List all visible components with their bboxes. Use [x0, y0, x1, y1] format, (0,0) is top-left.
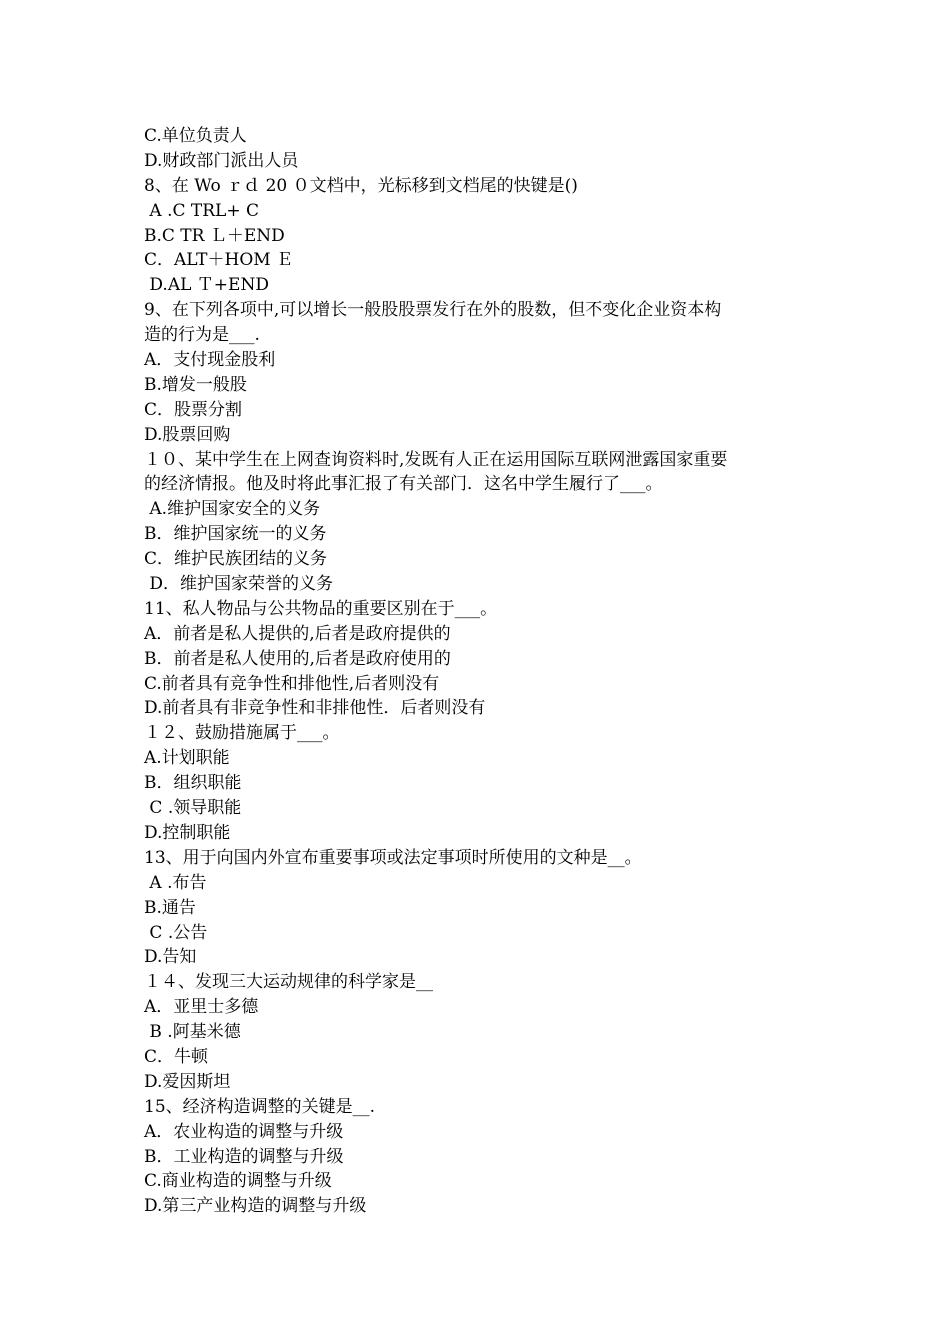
- question-9-option-d: D.股票回购: [144, 424, 231, 445]
- question-9-option-a: A．支付现金股利: [144, 350, 276, 371]
- question-9-stem: 9、在下列各项中,可以增长一般股股票发行在外的股数，但不变化企业资本构: [144, 300, 722, 321]
- question-13-option-b: B.通告: [144, 897, 196, 918]
- document-body: [144, 124, 814, 1219]
- text-line: D.财政部门派出人员: [144, 150, 299, 171]
- question-11-stem: 11、私人物品与公共物品的重要区别在于___。: [144, 598, 498, 619]
- question-10-stem-continued: 的经济情报。他及时将此事汇报了有关部门．这名中学生履行了___。: [144, 474, 663, 495]
- question-15-stem: 15、经济构造调整的关键是__.: [144, 1096, 376, 1117]
- question-15-option-c: C.商业构造的调整与升级: [144, 1171, 332, 1192]
- question-9-option-c: C．股票分割: [144, 399, 243, 420]
- question-12-option-c: C .领导职能: [144, 798, 242, 819]
- question-8-option-d: D.AL Ｔ+END: [144, 275, 269, 296]
- question-14-option-c: C．牛顿: [144, 1046, 209, 1067]
- question-14-option-d: D.爱因斯坦: [144, 1071, 231, 1092]
- question-13-option-a: A .布告: [144, 872, 207, 893]
- question-8-option-c: C．ALT＋HOM Ｅ: [144, 250, 294, 271]
- question-10-stem: １０、某中学生在上网查询资料时,发既有人正在运用国际互联网泄露国家重要: [144, 449, 728, 470]
- question-8-option-b: B.C TR Ｌ＋END: [144, 225, 285, 246]
- question-14-option-a: A．亚里士多德: [144, 997, 259, 1018]
- question-12-stem: １２、鼓励措施属于___。: [144, 723, 340, 744]
- text-line: C.单位负责人: [144, 126, 247, 146]
- question-8-stem: 8、在 Wo ｒｄ 20 ０文档中，光标移到文档尾的快键是(): [144, 175, 578, 196]
- question-10-option-d: D．维护国家荣誉的义务: [144, 574, 334, 595]
- question-15-option-d: D.第三产业构造的调整与升级: [144, 1196, 367, 1217]
- question-15-option-b: B．工业构造的调整与升级: [144, 1146, 344, 1167]
- question-11-option-d: D.前者具有非竞争性和非排他性．后者则没有: [144, 698, 486, 719]
- question-9-option-b: B.增发一般股: [144, 374, 247, 395]
- question-9-stem-continued: 造的行为是___.: [144, 325, 260, 346]
- question-11-option-c: C.前者具有竞争性和排他性,后者则没有: [144, 673, 440, 694]
- question-14-option-b: B .阿基米德: [144, 1022, 241, 1043]
- question-13-option-c: C .公告: [144, 922, 208, 943]
- question-12-option-b: B．组织职能: [144, 773, 242, 794]
- question-10-option-c: C．维护民族团结的义务: [144, 549, 328, 570]
- question-13-option-d: D.告知: [144, 947, 197, 968]
- question-8-option-a: A .C TRL+ C: [144, 200, 259, 221]
- question-10-option-a: A.维护国家安全的义务: [144, 499, 321, 520]
- question-10-option-b: B．维护国家统一的义务: [144, 524, 327, 545]
- question-15-option-a: A．农业构造的调整与升级: [144, 1121, 344, 1142]
- question-13-stem: 13、用于向国内外宣布重要事项或法定事项时所使用的文种是__。: [144, 847, 642, 868]
- question-12-option-a: A.计划职能: [144, 748, 230, 769]
- question-14-stem: １４、发现三大运动规律的科学家是__: [144, 972, 433, 993]
- question-11-option-b: B．前者是私人使用的,后者是政府使用的: [144, 648, 451, 669]
- question-11-option-a: A．前者是私人提供的,后者是政府提供的: [144, 623, 451, 644]
- question-12-option-d: D.控制职能: [144, 822, 231, 843]
